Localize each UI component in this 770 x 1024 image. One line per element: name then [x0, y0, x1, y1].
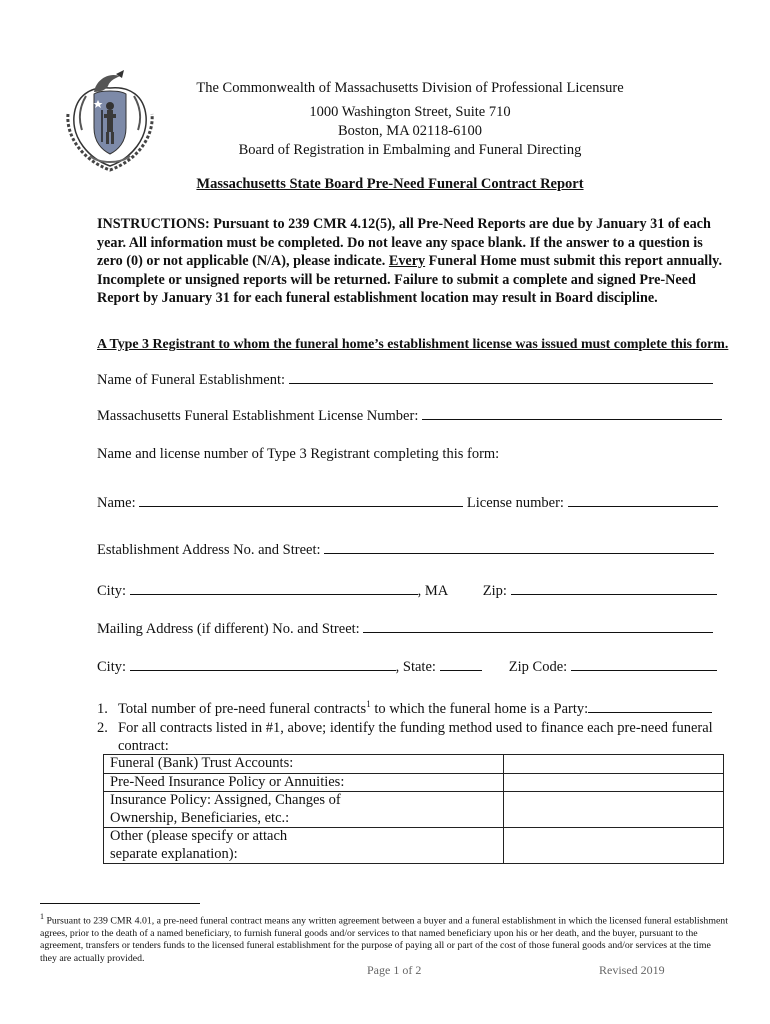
- question-1-text: Total number of pre-need funeral contracts: [118, 700, 367, 717]
- agency-city: Boston, MA 02118-6100: [337, 123, 483, 139]
- zip-code-label: Zip Code:: [508, 659, 568, 675]
- funding-label: Other (please specify or attach separate explanation):: [104, 828, 504, 864]
- establishment-name-field[interactable]: [289, 369, 713, 384]
- mailing-address-label: Mailing Address (if different) No. and Street:: [97, 621, 360, 637]
- instructions-part2: Funeral Home must submit this report annually. Incomplete or unsigned reports will be returned. Failure to submit a complete and signed Pre-Need Report by January 31 for each funeral establishment location may result in Board discipline.: [97, 253, 723, 307]
- mailing-city-label: City:: [97, 659, 127, 675]
- state-field[interactable]: [440, 656, 482, 671]
- est-address-label: Establishment Address No. and Street:: [97, 542, 321, 558]
- establishment-name-row: [97, 369, 713, 389]
- funding-value-cell[interactable]: [504, 828, 724, 864]
- table-row: [104, 773, 724, 792]
- mailing-address-field[interactable]: [363, 618, 713, 633]
- zip-code-field[interactable]: [571, 656, 717, 671]
- license-number-label: Massachusetts Funeral Establishment License Number:: [97, 408, 419, 424]
- form-title: Massachusetts State Board Pre-Need Funeral Contract Report: [196, 176, 584, 192]
- footnote-text: Pursuant to 239 CMR 4.01, a pre-need funeral contract means any written agreement between a buyer and a funeral establishment in which the licensed funeral establishment agrees, prior to the death of a named beneficiary, to furnish funeral goods and/or services to that named beneficiary upon his or her death, and the buyer, pursuant to the agreement, transfers or tenders funds to the licensed funeral establishment for the purpose of paying all or part of the cost of those funeral goods and/or services at the time they are actually provided.: [40, 915, 728, 965]
- question-2-text-cont: contract:: [118, 738, 169, 754]
- board-name: Board of Registration in Embalming and Funeral Directing: [238, 142, 582, 158]
- funding-label: Insurance Policy: Assigned, Changes of Ownership, Beneficiaries, etc.:: [104, 792, 504, 828]
- name-field[interactable]: [139, 492, 463, 507]
- ma-label: , MA: [417, 583, 448, 599]
- question-2: [97, 719, 713, 755]
- license-number-field[interactable]: [422, 405, 722, 420]
- registrant-row: [97, 492, 718, 512]
- type3-notice: A Type 3 Registrant to whom the funeral home’s establishment license was issued must complete this form.: [97, 337, 729, 352]
- mailing-city-field[interactable]: [130, 656, 396, 671]
- registrant-license-label: License number:: [466, 495, 564, 511]
- question-1: [97, 695, 712, 718]
- establishment-name-label: Name of Funeral Establishment:: [97, 372, 286, 388]
- name-label: Name:: [97, 495, 136, 511]
- est-address-row: [97, 539, 714, 559]
- table-row: [104, 755, 724, 774]
- footnote-ref: 1: [366, 699, 371, 709]
- funding-value-cell[interactable]: [504, 755, 724, 774]
- agency-street: 1000 Washington Street, Suite 710: [309, 104, 511, 120]
- city-label: City:: [97, 583, 127, 599]
- question-2-number: 2.: [97, 720, 108, 736]
- zip-field[interactable]: [511, 580, 717, 595]
- instructions-part1: INSTRUCTIONS: Pursuant to 239 CMR 4.12(5), all Pre-Need Reports are due by January 31 of each year. All information must be completed. Do not leave any space blank. If the answer to a question is zero (0) or not applicable (N/A), please indicate.: [97, 216, 711, 270]
- question-2-text: For all contracts listed in #1, above; identify the funding method used to finance each pre-need funeral: [118, 720, 713, 736]
- revision-date: Revised 2019: [599, 963, 665, 977]
- table-row: [104, 828, 724, 864]
- footnote-divider: [40, 903, 200, 904]
- agency-name: The Commonwealth of Massachusetts Division of Professional Licensure: [196, 80, 624, 96]
- question-1-tail: to which the funeral home is a Party:: [370, 700, 589, 717]
- registrant-intro: Name and license number of Type 3 Registrant completing this form:: [97, 446, 500, 462]
- est-city-row: [97, 580, 717, 600]
- funding-method-table: [103, 754, 724, 864]
- mailing-city-row: [97, 656, 717, 676]
- zip-label: Zip:: [482, 583, 507, 599]
- city-field[interactable]: [130, 580, 418, 595]
- page-number: Page 1 of 2: [367, 963, 422, 977]
- funding-label: Funeral (Bank) Trust Accounts:: [104, 755, 504, 774]
- instructions-emphasis: Every: [388, 253, 426, 270]
- footnote: [40, 911, 730, 966]
- state-label: , State:: [395, 659, 436, 675]
- funding-value-cell[interactable]: [504, 792, 724, 828]
- registrant-license-field[interactable]: [568, 492, 718, 507]
- funding-value-cell[interactable]: [504, 773, 724, 792]
- est-address-field[interactable]: [324, 539, 714, 554]
- instructions: [97, 215, 727, 308]
- question-1-number: 1.: [97, 700, 108, 717]
- footnote-mark: 1: [40, 912, 44, 921]
- table-row: [104, 792, 724, 828]
- total-contracts-field[interactable]: [588, 698, 712, 713]
- mailing-address-row: [97, 618, 713, 638]
- license-number-row: [97, 405, 722, 425]
- funding-label: Pre-Need Insurance Policy or Annuities:: [104, 773, 504, 792]
